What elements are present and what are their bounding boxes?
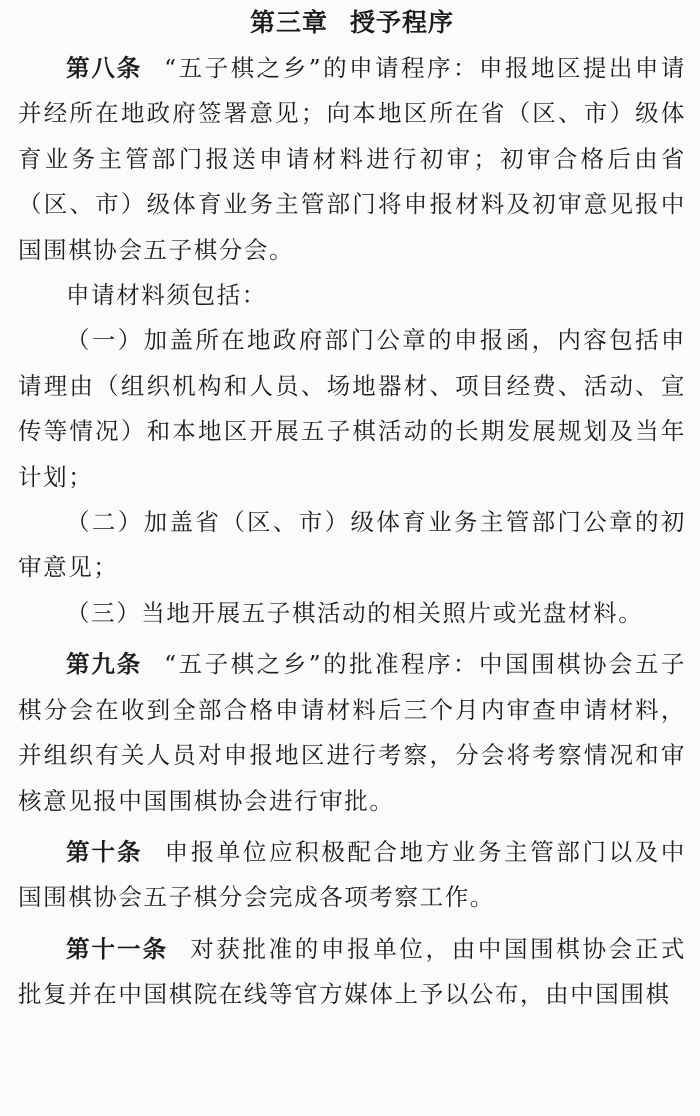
- article-11: [18, 927, 686, 1018]
- materials-intro: 申请材料须包括：: [66, 281, 267, 310]
- article-9-label: 第九条: [66, 650, 143, 679]
- article-11-text: 对获批准的申报单位，由中国围棋协会正式批复并在中国棋院在线等官方媒体上予以公布，由中国围棋: [18, 934, 686, 1009]
- materials-item-2: （二）加盖省（区、市）级体育业务主管部门公章的初审意见；: [18, 508, 686, 582]
- article-10: [18, 830, 686, 921]
- materials-item-1: （一）加盖所在地政府部门公章的申报函，内容包括申请理由（组织机构和人员、场地器材、项目经费、活动、宣传等情况）和本地区开展五子棋活动的长期发展规划及当年计划；: [18, 326, 686, 491]
- article-11-label: 第十一条: [66, 934, 169, 963]
- article-8-text: “五子棋之乡”的申请程序：申报地区提出申请并经所在地政府签署意见；向本地区所在省（区、市）级体育业务主管部门报送申请材料进行初审；初审合格后由省（区、市）级体育业务主管部门将申报材料及初审意见报中国围棋协会五子棋分会。: [18, 54, 686, 264]
- article-9-text: “五子棋之乡”的批准程序：中国围棋协会五子棋分会在收到全部合格申请材料后三个月内审查申请材料，并组织有关人员对申报地区进行考察，分会将考察情况和审核意见报中国围棋协会进行审批。: [18, 650, 686, 815]
- article-8: [18, 46, 686, 273]
- article-8-label: 第八条: [66, 54, 143, 82]
- chapter-number: 第三章: [249, 8, 328, 37]
- chapter-heading: [18, 0, 686, 42]
- chapter-title: 授予程序: [350, 8, 455, 37]
- article-9: [18, 642, 686, 824]
- article-10-text: 申报单位应积极配合地方业务主管部门以及中国围棋协会五子棋分会完成各项考察工作。: [18, 837, 687, 912]
- article-10-label: 第十条: [66, 837, 143, 866]
- materials-item-3: （三）当地开展五子棋活动的相关照片或光盘材料。: [66, 598, 644, 627]
